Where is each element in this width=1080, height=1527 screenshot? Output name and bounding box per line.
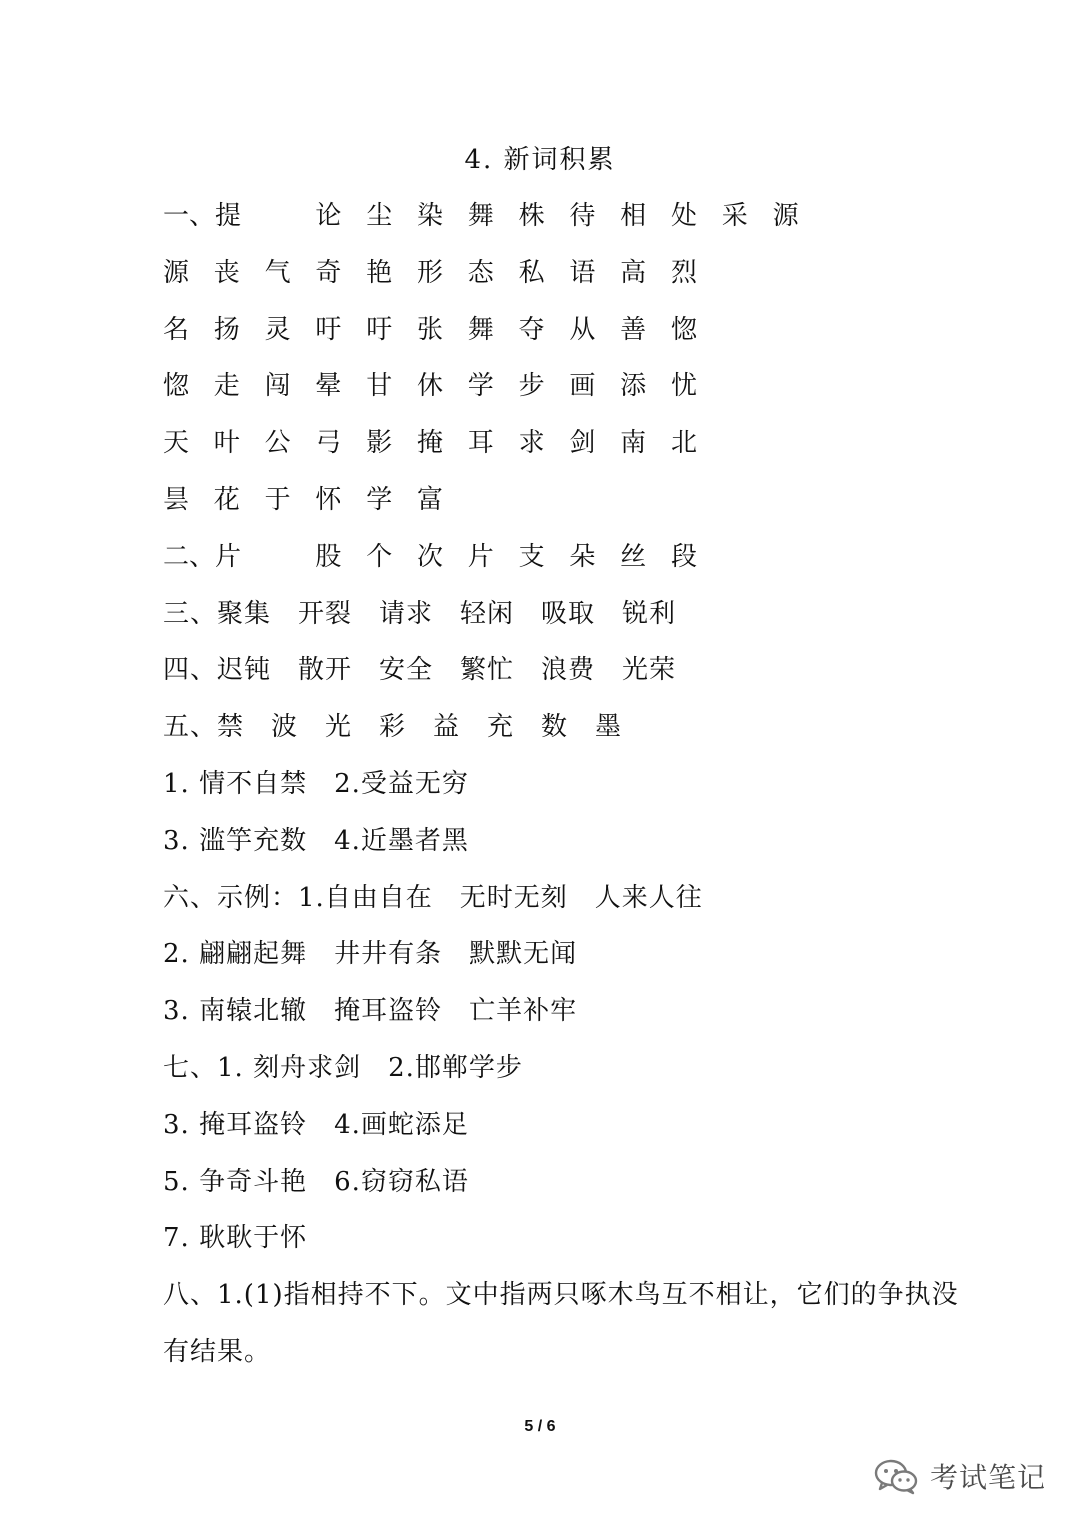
text-line: 2. 翩翩起舞 井井有条 默默无闻 [163,939,578,970]
character-cell: 添 [620,371,647,402]
character-cell: 株 [518,201,545,231]
character-cell: 相 [620,201,647,231]
character-cell: 步 [518,371,545,402]
character-cell: 花 [213,484,240,515]
character-cell: 丝 [620,541,647,572]
character-cell: 尘 [366,201,393,231]
text-line: 3. 滥竽充数 4.近墨者黑 [163,825,469,856]
character-cell: 次 [416,541,443,572]
character-cell: 源 [772,201,799,231]
character-cell: 支 [518,541,545,572]
character-row [163,251,923,308]
character-cell: 惚 [163,371,190,402]
character-rows [163,194,923,592]
text-line: 5. 争奇斗艳 6.窃窃私语 [163,1166,469,1197]
character-cell: 昙 [163,484,190,515]
character-cell: 甘 [366,371,393,402]
character-cell: 形 [416,257,443,288]
character-cell: 舞 [467,314,494,345]
character-cell: 晕 [315,371,342,402]
character-cell: 忧 [670,371,697,402]
character-cell: 天 [163,428,190,459]
text-line: 四、迟钝 散开 安全 繁忙 浪费 光荣 [163,655,677,686]
character-cell: 舞 [467,201,494,231]
character-cell: 态 [467,257,494,288]
character-cell: 奇 [315,257,342,288]
character-cell: 一、提 [163,201,242,231]
character-cell: 段 [670,541,697,572]
character-row [163,535,923,592]
text-line: 1. 情不自禁 2.受益无穷 [163,768,469,799]
character-cell: 股 [315,541,342,572]
character-cell: 耳 [467,428,494,459]
character-cell: 张 [416,314,443,345]
text-line: 有结果。 [163,1336,272,1367]
character-cell: 待 [569,201,596,231]
character-cell: 丧 [213,257,240,288]
character-cell: 夺 [518,314,545,345]
answer-content [163,194,959,1387]
text-line: 六、示例：1.自由自在 无时无刻 人来人往 [163,882,703,913]
character-cell: 灵 [264,314,291,345]
character-cell: 吁 [366,314,393,345]
character-cell: 怀 [315,484,342,515]
text-line: 八、1.(1)指相持不下。文中指两只啄木鸟互不相让，它们的争执没 [163,1280,959,1311]
character-row [163,308,923,365]
wechat-icon [872,1456,920,1496]
character-cell: 学 [366,484,393,515]
watermark [872,1456,1046,1496]
character-cell: 南 [620,428,647,459]
character-cell: 求 [518,428,545,459]
character-cell: 艳 [366,257,393,288]
text-line: 五、禁 波 光 彩 益 充 数 墨 [163,712,623,743]
character-cell: 北 [670,428,697,459]
character-cell: 二、片 [163,541,242,572]
character-cell: 影 [366,428,393,459]
character-cell: 个 [366,541,393,572]
character-cell: 学 [467,371,494,402]
character-cell: 吁 [315,314,342,345]
text-line: 七、1. 刻舟求剑 2.邯郸学步 [163,1052,523,1083]
character-cell: 源 [163,257,190,288]
character-cell: 弓 [315,428,342,459]
character-row [163,478,923,535]
text-line: 3. 南辕北辙 掩耳盗铃 亡羊补牢 [163,996,578,1027]
character-cell: 走 [213,371,240,402]
watermark-label: 考试笔记 [930,1461,1047,1494]
character-cell: 气 [264,257,291,288]
character-row [163,421,923,478]
text-lines [163,592,959,1387]
page-title: 4. 新词积累 [464,145,616,175]
character-cell: 休 [416,371,443,402]
character-cell: 闯 [264,371,291,402]
page-number: 5 / 6 [524,1418,556,1435]
character-cell: 惚 [670,314,697,345]
character-cell: 烈 [670,257,697,288]
character-cell: 片 [467,541,494,572]
character-cell: 公 [264,428,291,459]
character-cell: 画 [569,371,596,402]
character-cell: 扬 [213,314,240,345]
character-cell: 叶 [213,428,240,459]
character-cell: 高 [620,257,647,288]
character-cell: 处 [670,201,697,231]
character-cell: 从 [569,314,596,345]
character-cell: 富 [416,484,443,515]
text-line: 三、聚集 开裂 请求 轻闲 吸取 锐利 [163,598,677,629]
character-row [163,194,923,251]
character-cell: 染 [416,201,443,231]
text-line: 3. 掩耳盗铃 4.画蛇添足 [163,1109,469,1140]
character-cell: 名 [163,314,190,345]
character-cell: 论 [315,201,342,231]
text-line: 7. 耿耿于怀 [163,1223,308,1254]
character-cell: 语 [569,257,596,288]
character-cell: 于 [264,484,291,515]
character-cell: 采 [721,201,748,231]
character-cell: 善 [620,314,647,345]
character-row [163,364,923,421]
character-cell: 朵 [569,541,596,572]
character-cell: 剑 [569,428,596,459]
character-cell: 私 [518,257,545,288]
character-cell: 掩 [416,428,443,459]
